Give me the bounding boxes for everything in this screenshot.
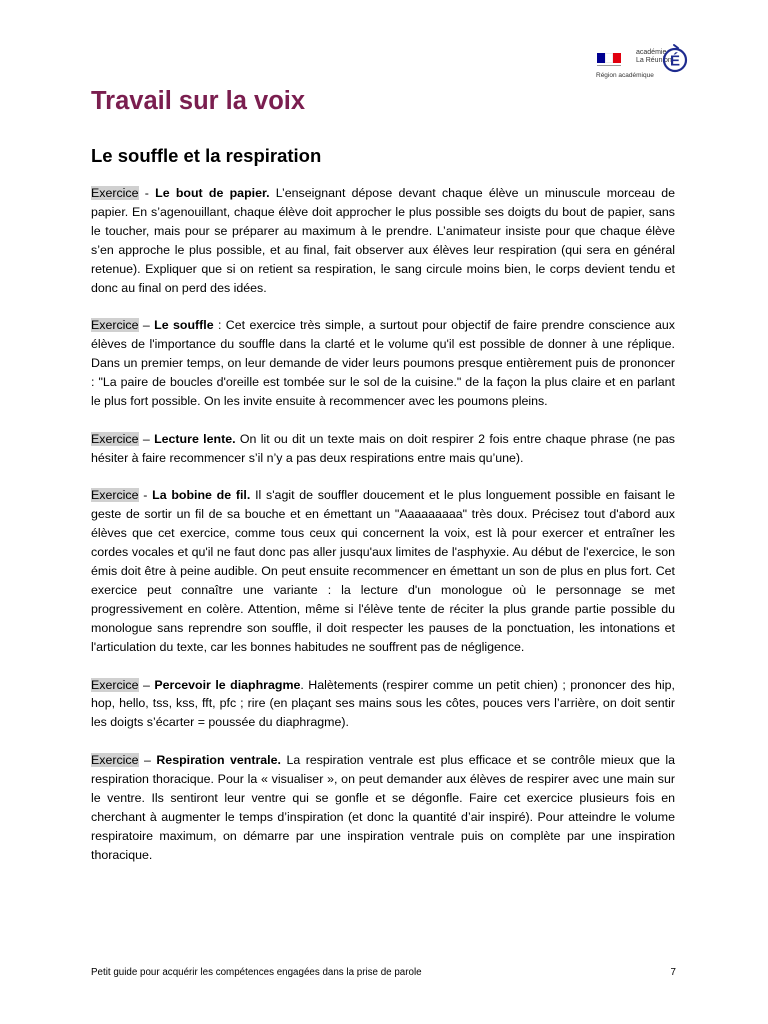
exercise-name: Respiration ventrale. (156, 753, 281, 768)
footer-guide-title: Petit guide pour acquérir les compétences engagées dans la prise de parole (91, 967, 422, 978)
section-heading: Le souffle et la respiration (91, 145, 322, 166)
document-body (91, 184, 675, 883)
exercise-name: Le bout de papier. (155, 186, 270, 200)
exercise-separator: – (138, 677, 155, 692)
exercise-separator: – (138, 753, 157, 768)
exercise-text: . Halètements (respirer comme un petit chien) ; prononcer des hip, hop, hello, tss, kss, fft, pfc ; rire (en plaçant ses mains sous les côtes, pouces vers l’arrière, on doit sentir les doigts s’écarter = poussée du diaphragme). (91, 677, 675, 730)
exercise-name: La bobine de fil. (152, 488, 251, 503)
exercise-paragraph (91, 676, 675, 733)
exercise-text: Il s'agit de souffler doucement et le plus longuement possible en faisant le geste de sortir un fil de sa bouche et en émettant un "Aaaaaaaaa" très doux. Précisez tout d'abord aux élèves que cet exercice, comme tous ceux qui concernent la voix, est là pour exercer et entraîner les cordes vocales et qu'il ne faut donc pas aller jusqu'aux limites de l'asphyxie. Au début de l'exercice, le son émis doit être à peine audible. On peut ensuite recommencer en émettant un son de plus en plus fort. Cet exercice peut connaître une variante : la lecture d'un monologue où le personnage se met progressivement en colère. Attention, même si l'élève tente de réciter la plus grande partie possible du monologue sans reprendre son souffle, il doit respecter les pauses de la ponctuation, les intonations et l'articulation du texte, car les bonnes habitudes ne souffrent pas de négligence. (91, 488, 676, 654)
exercise-paragraph (91, 184, 675, 297)
exercise-paragraph (91, 430, 675, 468)
page-title: Travail sur la voix (91, 87, 306, 115)
flag-red-stripe (613, 53, 621, 63)
exercise-paragraph (91, 316, 675, 411)
exercise-text: L’enseignant dépose devant chaque élève un minuscule morceau de papier. En s’agenouillant, chaque élève doit approcher le plus possible ses doigts du bout de papier, sans le toucher, mais pour se préparer au maximum à le prendre. L’animateur insiste pour que chaque élève s’en approche le plus possible, et au final, fait observer aux élèves leur respiration (qui sera en général retenue). Expliquer que si on retient sa respiration, le sang circule moins bien, le corps devient tendu et donc au final on perd des idées. (91, 186, 676, 295)
badge-letter: É (669, 52, 681, 70)
exercise-separator: - (138, 488, 153, 503)
exercise-tag: Exercice (91, 753, 139, 768)
exercise-separator: - (138, 186, 156, 200)
exercise-tag: Exercice (91, 186, 139, 200)
exercise-text: : Cet exercice très simple, a surtout pour objectif de faire prendre conscience aux élèves de l'importance du souffle dans la clarté et le volume qu'il est possible de donner à une réplique. Dans un premier temps, on leur demande de vider leurs poumons presque entièrement puis de prononcer : "La paire de boucles d'oreille est tombée sur le sol de la cuisine." de la façon la plus claire et en parlant le plus fort possible. On les invite ensuite à recommencer avec les poumons pleins. (91, 318, 675, 408)
exercise-text: La respiration ventrale est plus efficace et se contrôle mieux que la respiration thoracique. Pour la « visualiser », on peut demander aux élèves de respirer avec une main sur le ventre. Ils sentiront leur ventre qui se gonfle et se dégonfle. Faire cet exercice plusieurs fois en cherchant à augmenter le temps d’inspiration (et donc la quantité d’air inspiré). Pour atteindre le volume respiratoire maximum, on démarre par une inspiration ventrale puis on complète par une inspiration thoracique. (91, 753, 675, 862)
exercise-name: Le souffle (154, 318, 214, 333)
exercise-separator: – (138, 318, 155, 333)
academie-logo (594, 40, 694, 82)
region-label: Région académique (596, 72, 654, 79)
exercise-tag: Exercice (91, 677, 139, 692)
exercise-tag: Exercice (91, 431, 139, 446)
academie-line-2: La Réunion (636, 57, 672, 64)
exercise-paragraph (91, 751, 675, 864)
academie-e-badge-icon (662, 43, 688, 73)
page-number: 7 (670, 967, 676, 978)
flag-white-stripe (605, 53, 613, 63)
french-flag-icon (597, 53, 621, 63)
flag-blue-stripe (597, 53, 605, 63)
logo-divider (597, 65, 621, 66)
academie-line-1: académie (636, 49, 667, 56)
exercise-tag: Exercice (91, 488, 139, 503)
exercise-separator: – (138, 431, 155, 446)
exercise-paragraph (91, 486, 675, 656)
exercise-text: On lit ou dit un texte mais on doit respirer 2 fois entre chaque phrase (ne pas hésiter à faire recommencer s’il n’y a pas deux respirations entre mais qu’une). (91, 431, 675, 465)
exercise-name: Lecture lente. (154, 431, 236, 446)
exercise-tag: Exercice (91, 318, 139, 333)
exercise-name: Percevoir le diaphragme (154, 677, 301, 692)
